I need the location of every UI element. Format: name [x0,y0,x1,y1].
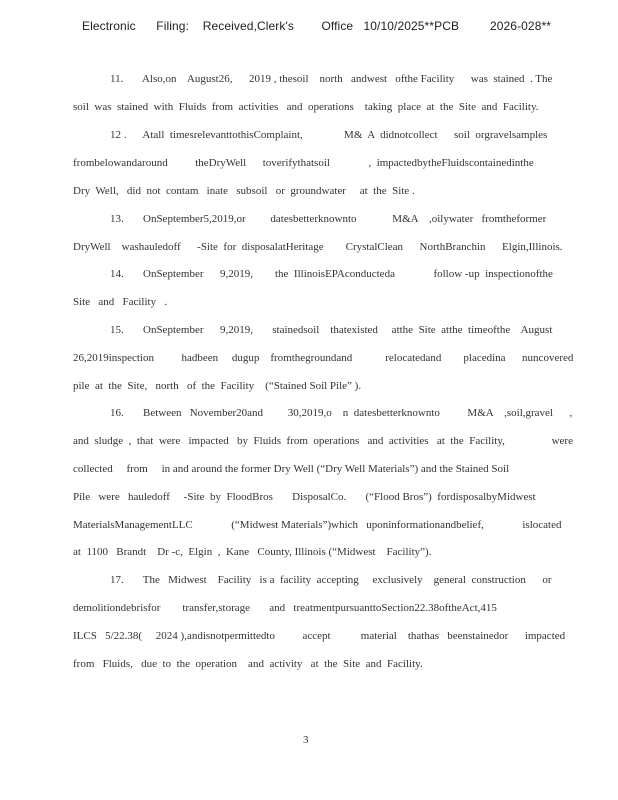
paragraph-line: soil was stained with Fluids from activities and operations taking place at the Site and Facility. [73,101,539,113]
paragraph-line: Site and Facility . [73,296,168,308]
paragraph-line: Dry Well, did not contam inate subsoil or groundwater at the Site . [73,185,415,197]
paragraph-line: 16. Between November20and 30,2019,o n datesbetterknownto M&A ,soil,gravel , [110,407,573,419]
paragraph-line: 14. OnSeptember 9,2019, the IllinoisEPAconducteda follow -up inspectionofthe [110,268,553,280]
paragraph-line: ILCS 5/22.38( 2024 ),andisnotpermittedto accept material thathas beenstainedor impacted [73,630,566,642]
paragraph-line: and sludge , that were impacted by Fluids from operations and activities at the Facility, were [73,435,573,447]
paragraph-line: pile at the Site, north of the Facility (“Stained Soil Pile” ). [73,380,362,392]
paragraph-line: Pile were hauledoff -Site by FloodBros DisposalCo. (“Flood Bros”) fordisposalbyMidwest [73,491,536,503]
paragraph-line: 12 . Atall timesrelevanttothisComplaint, M& A didnotcollect soil orgravelsamples [110,129,548,141]
paragraph-line: 11. Also,on August26, 2019 , thesoil north andwest ofthe Facility was stained . The [110,73,553,85]
filing-header: Electronic Filing: Received,Clerk's Office 10/10/2025**PCB 2026-028** [82,19,552,33]
paragraph-line: 17. The Midwest Facility is a facility accepting exclusively general construction or [110,574,552,586]
paragraph-line: at 1100 Brandt Dr -c, Elgin , Kane County, Illinois (“Midwest Facility”). [73,546,432,558]
paragraph-line: from Fluids, due to the operation and activity at the Site and Facility. [73,658,423,670]
paragraph-line: 26,2019inspection hadbeen dugup fromthegroundand relocatedand placedina nuncovered [73,352,574,364]
page-number: 3 [303,734,309,746]
paragraph-line: MaterialsManagementLLC (“Midwest Materials”)which uponinformationandbelief, islocated [73,519,562,531]
paragraph-line: collected from in and around the former Dry Well (“Dry Well Materials”) and the Stained Soil [73,463,510,475]
paragraph-line: DryWell washauledoff -Site for disposalatHeritage CrystalClean NorthBranchin Elgin,Illinois. [73,241,563,253]
paragraph-line: demolitiondebrisfor transfer,storage and treatmentpursuanttoSection22.38oftheAct,415 [73,602,497,614]
paragraph-line: 13. OnSeptember5,2019,or datesbetterknownto M&A ,oilywater fromtheformer [110,213,547,225]
paragraph-line: 15. OnSeptember 9,2019, stainedsoil thatexisted atthe Site atthe timeofthe August [110,324,553,336]
paragraph-line: frombelowandaround theDryWell toverifythatsoil , impactedbytheFluidscontainedinthe [73,157,534,169]
